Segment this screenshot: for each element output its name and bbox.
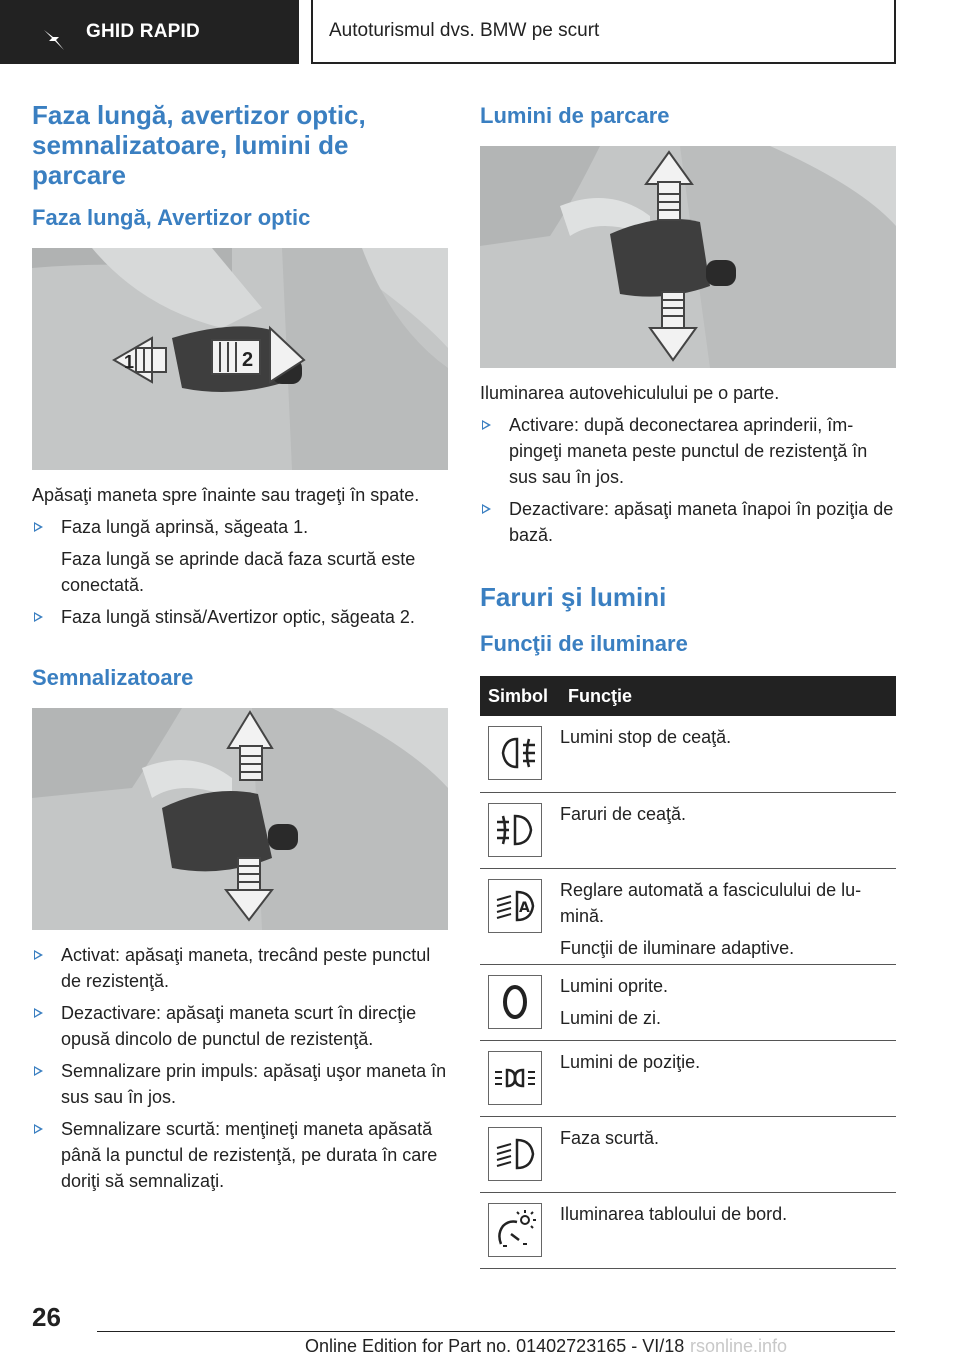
triangle-bullet-icon: [34, 522, 43, 532]
list-item: [480, 496, 896, 548]
triangle-bullet-icon: [34, 1066, 43, 1076]
high-beam-list: [32, 514, 448, 630]
table-row: [480, 716, 896, 792]
subheading-lighting-functions: Funcţii de iluminare: [480, 631, 688, 656]
function-text: Faza scurtă.: [560, 1127, 660, 1148]
function-text: Reglare automată a fasciculului de lumină.: [560, 879, 862, 926]
function-text: Funcţii de iluminare adaptive.: [560, 937, 795, 958]
function-text: Iluminarea tabloului de bord.: [560, 1203, 788, 1224]
function-text: Lumini de zi.: [560, 1007, 662, 1028]
column-header-function: Funcţie: [560, 676, 896, 716]
table-row: [480, 792, 896, 868]
turn-signal-list: [32, 942, 448, 1194]
low-beam-icon: [489, 1128, 541, 1180]
function-text: Lumini oprite.: [560, 975, 669, 996]
table-row: [480, 868, 896, 964]
triangle-bullet-icon: [34, 1124, 43, 1134]
table-row: [480, 1116, 896, 1192]
parking-light-lever-photo: [480, 146, 896, 368]
section-heading: Faza lungă, avertizor optic, semnalizatoare, lumini de parcare: [32, 100, 366, 190]
list-item-text: Semnalizare scurtă: menţineţi maneta apăsată până la punctul de rezistenţă, pe durata în care doriţi să semnalizaţi.: [61, 1119, 438, 1191]
triangle-bullet-icon: [482, 420, 491, 430]
function-text: Lumini de poziţie.: [560, 1051, 701, 1072]
automatic-headlight-icon: [489, 880, 541, 932]
list-item: [32, 1116, 448, 1194]
list-item: [32, 942, 448, 994]
triangle-bullet-icon: [482, 504, 491, 514]
list-item-text: Semnalizare prin impuls: apăsaţi uşor maneta în sus sau în jos.: [61, 1061, 447, 1107]
right-column: [480, 100, 896, 1269]
list-item: [32, 604, 448, 630]
high-beam-intro: Apăsaţi maneta spre înainte sau trageţi în spate.: [32, 485, 420, 505]
triangle-bullet-icon: [34, 950, 43, 960]
rear-fog-light-icon: [489, 727, 541, 779]
parking-intro: Iluminarea autovehiculului pe o parte.: [480, 383, 780, 403]
page-number: 26: [32, 1302, 61, 1332]
list-item-subtext: Faza lungă se aprinde dacă faza scurtă este conectată.: [61, 549, 416, 595]
list-item-text: Activare: după deconectarea aprinderii, împingeţi maneta peste punctul de rezistenţă în sus sau în jos.: [509, 415, 868, 487]
column-header-symbol: Simbol: [480, 676, 560, 716]
lights-off-icon: [489, 976, 541, 1028]
table-row: [480, 1040, 896, 1116]
list-item: [480, 412, 896, 490]
subheading-high-beam: Faza lungă, Avertizor optic: [32, 205, 311, 230]
section-tab[interactable]: [0, 0, 299, 64]
list-item-text: Faza lungă stinsă/Avertizor optic, săgeata 2.: [61, 607, 415, 627]
table-row: [480, 1192, 896, 1268]
subheading-parking-lights: Lumini de parcare: [480, 103, 670, 128]
triangle-bullet-icon: [34, 612, 43, 622]
chapter-title-text: Autoturismul dvs. BMW pe scurt: [329, 20, 600, 41]
arrow-label-1: 1: [124, 352, 135, 372]
arrow-label-2: 2: [242, 349, 254, 371]
list-item: [32, 1058, 448, 1110]
watermark: rsonline.info: [690, 1336, 788, 1356]
subheading-turn-signals: Semnalizatoare: [32, 665, 194, 690]
function-text: Faruri de ceaţă.: [560, 803, 687, 824]
svg-text:A: A: [519, 899, 530, 916]
table-header-row: [480, 676, 896, 716]
edition-text: Online Edition for Part no. 01402723165 - VI/18: [305, 1336, 685, 1356]
function-text: Lumini stop de ceaţă.: [560, 727, 732, 747]
quick-guide-icon: [42, 28, 66, 52]
parking-lights-icon: [489, 1052, 541, 1104]
list-item-text: Faza lungă aprinsă, săgeata 1.: [61, 517, 309, 537]
instrument-lighting-icon: [489, 1204, 541, 1256]
list-item: [32, 1000, 448, 1052]
page-header: [0, 0, 960, 66]
list-item-text: Dezactivare: apăsaţi maneta înapoi în poziţia de bază.: [509, 499, 894, 545]
lighting-symbols-table: [480, 676, 896, 1269]
list-item-text: Dezactivare: apăsaţi maneta scurt în direcţie opusă dincolo de punctul de rezistenţă.: [61, 1003, 417, 1049]
front-fog-light-icon: [489, 804, 541, 856]
section-label: GHID RAPID: [86, 21, 200, 42]
chapter-title: [311, 0, 896, 64]
turn-signal-lever-photo: [32, 708, 448, 930]
triangle-bullet-icon: [34, 1008, 43, 1018]
table-row: [480, 964, 896, 1040]
parking-list: [480, 412, 896, 548]
list-item: [32, 514, 448, 598]
footer-divider: [97, 1331, 895, 1332]
high-beam-lever-photo: [32, 248, 448, 470]
list-item-text: Activat: apăsaţi maneta, trecând peste punctul de rezistenţă.: [61, 945, 431, 991]
section-heading-lights: Faruri şi lumini: [480, 582, 667, 612]
left-column: [32, 100, 448, 1194]
